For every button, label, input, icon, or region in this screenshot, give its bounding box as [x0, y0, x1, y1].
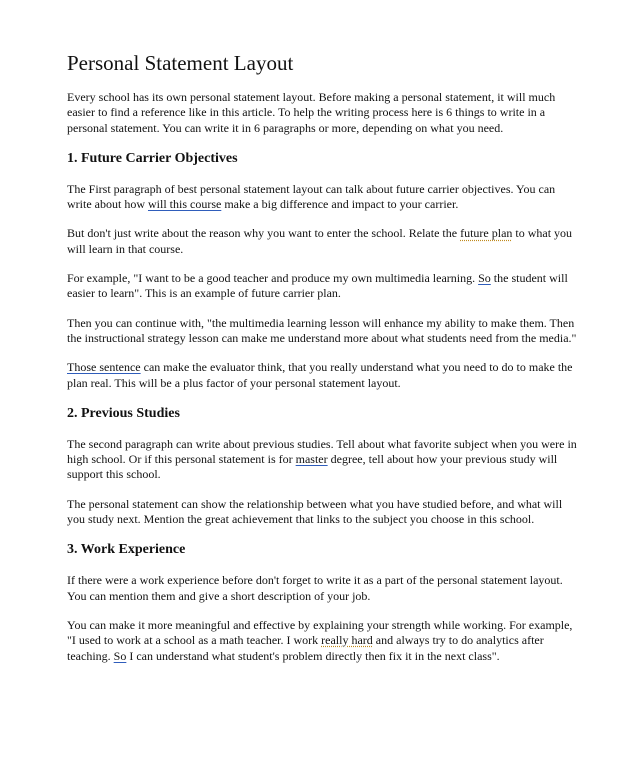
grammar-flag[interactable]: So: [478, 271, 491, 286]
paragraph: If there were a work experience before don't forget to write it as a part of the personal statement layout. You can mention them and give a short description of your job.: [67, 573, 563, 603]
grammar-flag[interactable]: Those sentence: [67, 360, 141, 375]
section-heading-previous-studies: 2. Previous Studies: [67, 405, 180, 421]
grammar-flag[interactable]: master: [295, 452, 328, 467]
document-title: Personal Statement Layout: [67, 51, 294, 75]
text-run: The second paragraph can write about previous studies. Tell about what favorite subject when you were in high school. Or if this personal statement is for: [67, 436, 577, 467]
text-run: The First paragraph of best personal statement layout can talk about future carrier objectives. You can write about how: [67, 181, 556, 212]
paragraph: [67, 226, 582, 257]
paragraph: The personal statement can show the relationship between what you have studied before, and what will you study next. Mention the great achievement that links to the subject you choose in this school.: [67, 496, 563, 527]
text-run: degree, tell about how your previous study will support this school.: [67, 452, 558, 482]
text-run: You can make it more meaningful and effective by explaining your strength while working. For example, "I used to work at a school as a math teacher. I work: [67, 617, 573, 648]
grammar-flag[interactable]: really hard: [321, 633, 373, 648]
paragraph: [67, 360, 582, 391]
section-heading-work-experience: 3. Work Experience: [67, 542, 186, 558]
grammar-flag[interactable]: So: [113, 648, 127, 663]
text-run: For example, "I want to be a good teacher and produce my own multimedia learning.: [67, 271, 479, 286]
grammar-flag[interactable]: future plan: [460, 226, 513, 241]
text-run: to what you will learn in that course.: [67, 226, 573, 256]
paragraph: [67, 437, 582, 483]
paragraph: Then you can continue with, "the multimedia learning lesson will enhance my ability to make them. Then the instructional strategy lesson can make me understand more about what students need from the media.": [67, 315, 577, 345]
text-run: make a big difference and impact to your carrier.: [221, 197, 459, 212]
paragraph: [67, 618, 582, 664]
text-run: can make the evaluator think, that you really understand what you need to do to make the plan real. This will be a plus factor of your personal statement layout.: [67, 360, 573, 390]
text-run: But don't just write about the reason why you want to enter the school. Relate the: [67, 226, 461, 241]
paragraph: [67, 182, 582, 213]
text-run: the student will easier to learn". This is an example of future carrier plan.: [67, 271, 568, 301]
paragraph: [67, 271, 582, 302]
text-run: and always try to do analytics after teaching.: [67, 633, 544, 663]
text-run: I can understand what student's problem directly then fix it in the next class".: [126, 648, 500, 663]
grammar-flag[interactable]: will this course: [147, 197, 222, 212]
intro-paragraph: Every school has its own personal statement layout. Before making a personal statement, it will much easier to find a reference like in this article. To help the writing process here is 6 things to write in a personal statement. You can write it in 6 paragraphs or more, depending on what you need.: [67, 90, 556, 135]
section-heading-future-carrier: 1. Future Carrier Objectives: [67, 150, 238, 166]
